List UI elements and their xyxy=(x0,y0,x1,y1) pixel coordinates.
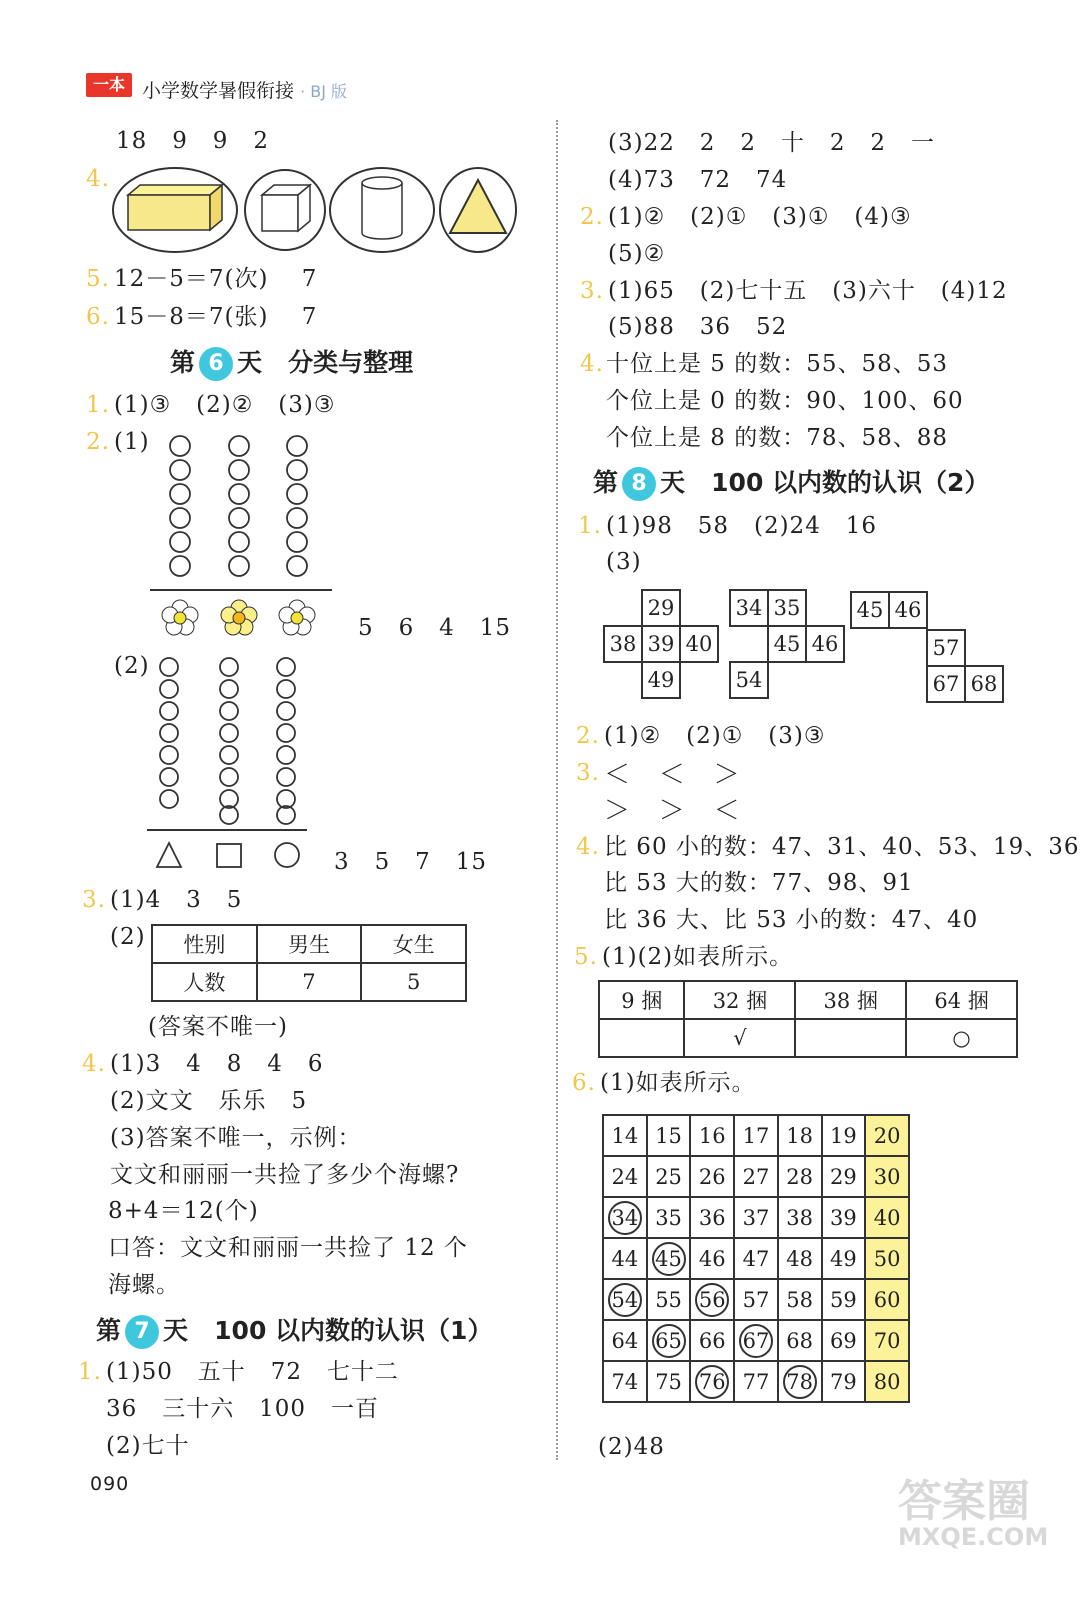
answer-line: 个位上是 0 的数：90、100、60 xyxy=(606,388,964,414)
grid-cell: 48 xyxy=(778,1238,822,1279)
answer-line: (3)答案不唯一，示例： xyxy=(110,1125,362,1151)
question-number: 4. xyxy=(580,351,604,377)
answer-line: (1) xyxy=(114,429,150,455)
answer-line: 个位上是 8 的数：78、58、88 xyxy=(606,425,949,451)
table-cell: 7 xyxy=(257,963,362,1001)
puzzle-cell: 35 xyxy=(767,589,807,627)
bundle-table xyxy=(598,980,1018,1058)
cube-front xyxy=(262,195,298,231)
square-icon xyxy=(217,844,241,867)
question-number: 2. xyxy=(576,723,600,749)
watermark: 答案圈 MXQE.COM xyxy=(898,1476,1049,1551)
answer-line: 15－8＝7(张) 7 xyxy=(114,304,318,330)
section-title-day8: 第 8 天 100 以内数的认识（2） xyxy=(593,463,989,501)
cylinder-top xyxy=(362,177,402,189)
answer-line: (1)③ (2)② (3)③ xyxy=(114,392,336,418)
puzzle-cell: 45 xyxy=(850,591,890,629)
question-number: 3. xyxy=(82,887,106,913)
answer-line: (5)② xyxy=(608,241,666,267)
grid-cell: 69 xyxy=(822,1320,866,1361)
grid-row xyxy=(603,1361,909,1402)
grid-cell: 49 xyxy=(822,1238,866,1279)
grid-cell: 26 xyxy=(690,1156,734,1197)
answer-line: (2)48 xyxy=(598,1434,665,1460)
grid-row xyxy=(603,1156,909,1197)
answer-line: ＞ ＞ ＜ xyxy=(604,796,741,826)
grid-cell: 16 xyxy=(690,1115,734,1156)
puzzle-cell: 46 xyxy=(805,625,845,663)
puzzle-cell: 38 xyxy=(603,625,643,663)
grid-cell: 47 xyxy=(734,1238,778,1279)
answer-line: 比 60 小的数：47、31、40、53、19、36 xyxy=(604,834,1080,860)
answer-note: (答案不唯一) xyxy=(148,1014,288,1040)
circled-number: 56 xyxy=(695,1283,729,1317)
answer-line: 18 9 9 2 xyxy=(116,128,269,154)
question-number: 6. xyxy=(86,304,110,330)
grid-cell xyxy=(778,1361,822,1402)
puzzle-cell: 57 xyxy=(926,629,966,667)
grid-cell xyxy=(734,1320,778,1361)
circled-number: 65 xyxy=(652,1324,686,1358)
brand-logo: 一本 xyxy=(86,73,132,97)
grid-cell: 60 xyxy=(865,1279,909,1320)
answer-line: 36 三十六 100 一百 xyxy=(106,1396,379,1422)
question-number: 2. xyxy=(580,204,604,230)
column-divider xyxy=(556,120,558,1460)
flower-count-chart xyxy=(150,432,340,647)
grid-cell xyxy=(690,1361,734,1402)
triangle-shape xyxy=(450,180,506,233)
grid-cell: 29 xyxy=(822,1156,866,1197)
shapes-figure xyxy=(110,165,520,255)
grid-cell xyxy=(690,1279,734,1320)
flower-icon xyxy=(162,600,198,635)
grid-cell: 46 xyxy=(690,1238,734,1279)
table-header: 性别 xyxy=(152,925,257,963)
answer-line: 5 6 4 15 xyxy=(358,615,511,641)
circled-number: 76 xyxy=(695,1365,729,1399)
puzzle-cell: 39 xyxy=(641,625,681,663)
grid-cell: 36 xyxy=(690,1197,734,1238)
puzzle-cell: 54 xyxy=(729,661,769,699)
question-number: 2. xyxy=(86,429,110,455)
answer-line: (4)73 72 74 xyxy=(608,167,788,193)
question-number: 5. xyxy=(86,266,110,292)
section-title-day6: 第 6 天 分类与整理 xyxy=(170,343,413,381)
grid-cell: 37 xyxy=(734,1197,778,1238)
shape-count-chart xyxy=(145,655,315,880)
grid-cell: 18 xyxy=(778,1115,822,1156)
question-number: 3. xyxy=(576,760,600,786)
answer-line: (1)65 (2)七十五 (3)六十 (4)12 xyxy=(608,278,1008,304)
grid-cell: 66 xyxy=(690,1320,734,1361)
cuboid-front xyxy=(128,195,210,230)
answer-line: 比 53 大的数：77、98、91 xyxy=(604,870,914,896)
answer-line: 3 5 7 15 xyxy=(334,849,487,875)
grid-cell xyxy=(647,1320,691,1361)
grid-cell: 40 xyxy=(865,1197,909,1238)
grid-row xyxy=(603,1238,909,1279)
grid-cell: 77 xyxy=(734,1361,778,1402)
flower-icon xyxy=(279,600,315,635)
puzzle-cell: 40 xyxy=(679,625,719,663)
grid-cell: 74 xyxy=(603,1361,647,1402)
question-number: 6. xyxy=(572,1070,596,1096)
grid-cell xyxy=(603,1279,647,1320)
cuboid-top xyxy=(128,185,222,195)
puzzle-cell: 46 xyxy=(888,591,928,629)
answer-line: (2) xyxy=(110,924,146,950)
circled-number: 45 xyxy=(652,1242,686,1276)
answer-line: (3)22 2 2 十 2 2 一 xyxy=(608,130,935,156)
page-number: 090 xyxy=(90,1473,130,1495)
header-title: 小学数学暑假衔接 · BJ 版 xyxy=(142,80,348,102)
flower-icon xyxy=(221,600,257,635)
table-header: 64 捆 xyxy=(906,981,1017,1019)
answer-line: (1)② (2)① (3)③ xyxy=(604,723,826,749)
answer-line: (1)4 3 5 xyxy=(110,887,243,913)
puzzle-cell: 34 xyxy=(729,589,769,627)
grid-cell: 44 xyxy=(603,1238,647,1279)
table-cell: 5 xyxy=(361,963,466,1001)
puzzle-cell: 67 xyxy=(926,665,966,703)
question-number: 4. xyxy=(86,166,110,192)
grid-cell: 70 xyxy=(865,1320,909,1361)
answer-line: 12－5＝7(次) 7 xyxy=(114,266,318,292)
grid-cell: 64 xyxy=(603,1320,647,1361)
grid-cell: 55 xyxy=(647,1279,691,1320)
grid-cell: 30 xyxy=(865,1156,909,1197)
grid-cell: 25 xyxy=(647,1156,691,1197)
grid-row xyxy=(603,1115,909,1156)
grid-cell: 15 xyxy=(647,1115,691,1156)
grid-cell: 27 xyxy=(734,1156,778,1197)
answer-line: 十位上是 5 的数：55、58、53 xyxy=(606,351,949,377)
circle-stacks xyxy=(170,436,307,576)
puzzle-cell: 68 xyxy=(964,665,1004,703)
answer-line: (1)如表所示。 xyxy=(600,1070,756,1096)
answer-line: (1)② (2)① (3)① (4)③ xyxy=(608,204,912,230)
table-cell xyxy=(599,1019,684,1057)
table-cell: ○ xyxy=(906,1019,1017,1057)
grid-cell: 20 xyxy=(865,1115,909,1156)
answer-line: 8+4＝12(个) xyxy=(108,1198,259,1224)
grid-cell: 19 xyxy=(822,1115,866,1156)
gender-table xyxy=(151,924,467,1002)
answer-line: (1)50 五十 72 七十二 xyxy=(106,1359,399,1385)
grid-cell: 57 xyxy=(734,1279,778,1320)
table-header: 9 捆 xyxy=(599,981,684,1019)
puzzle-cell: 45 xyxy=(767,625,807,663)
table-cell: √ xyxy=(684,1019,795,1057)
circle-stacks xyxy=(160,658,295,824)
table-cell xyxy=(795,1019,906,1057)
answer-line: (2)七十 xyxy=(106,1433,190,1459)
circled-number: 67 xyxy=(739,1324,773,1358)
table-cell: 人数 xyxy=(152,963,257,1001)
cylinder-body xyxy=(362,183,402,239)
grid-cell: 14 xyxy=(603,1115,647,1156)
answer-line: 文文和丽丽一共捡了多少个海螺? xyxy=(110,1162,460,1188)
answer-line: (5)88 36 52 xyxy=(608,314,788,340)
circled-number: 78 xyxy=(783,1365,817,1399)
answer-line: (1)98 58 (2)24 16 xyxy=(606,513,878,539)
answer-line: (1)3 4 8 4 6 xyxy=(110,1051,324,1077)
grid-row xyxy=(603,1320,909,1361)
table-header: 女生 xyxy=(361,925,466,963)
circle-icon xyxy=(275,843,299,867)
grid-cell: 28 xyxy=(778,1156,822,1197)
question-number: 1. xyxy=(86,392,110,418)
grid-cell xyxy=(647,1238,691,1279)
answer-line: 比 36 大、比 53 小的数：47、40 xyxy=(604,907,979,933)
header-subtitle: · BJ 版 xyxy=(300,82,348,101)
grid-cell: 79 xyxy=(822,1361,866,1402)
section-title-day7: 第 7 天 100 以内数的认识（1） xyxy=(96,1311,492,1349)
answer-line: 海螺。 xyxy=(108,1272,180,1298)
question-number: 1. xyxy=(78,1359,102,1385)
answer-line: ＜ ＜ ＞ xyxy=(604,760,741,790)
question-number: 4. xyxy=(576,834,600,860)
grid-row xyxy=(603,1197,909,1238)
grid-cell: 17 xyxy=(734,1115,778,1156)
answer-line: (1)(2)如表所示。 xyxy=(602,944,794,970)
grid-cell: 68 xyxy=(778,1320,822,1361)
grid-row xyxy=(603,1279,909,1320)
grid-cell: 38 xyxy=(778,1197,822,1238)
circled-number: 34 xyxy=(608,1201,642,1235)
grid-cell: 24 xyxy=(603,1156,647,1197)
grid-cell: 58 xyxy=(778,1279,822,1320)
answer-line: (2)文文 乐乐 5 xyxy=(110,1088,308,1114)
question-number: 4. xyxy=(82,1051,106,1077)
hundred-grid xyxy=(602,1114,910,1403)
puzzle-cell: 29 xyxy=(641,589,681,627)
grid-cell xyxy=(603,1197,647,1238)
circled-number: 54 xyxy=(608,1283,642,1317)
grid-cell: 35 xyxy=(647,1197,691,1238)
grid-cell: 59 xyxy=(822,1279,866,1320)
grid-cell: 80 xyxy=(865,1361,909,1402)
question-number: 5. xyxy=(574,944,598,970)
grid-cell: 39 xyxy=(822,1197,866,1238)
grid-cell: 75 xyxy=(647,1361,691,1402)
table-header: 男生 xyxy=(257,925,362,963)
answer-line: (3) xyxy=(606,549,642,575)
question-number: 3. xyxy=(580,278,604,304)
triangle-icon xyxy=(157,843,181,867)
answer-line: 口答：文文和丽丽一共捡了 12 个 xyxy=(108,1235,468,1261)
table-header: 32 捆 xyxy=(684,981,795,1019)
question-number: 1. xyxy=(578,513,602,539)
table-header: 38 捆 xyxy=(795,981,906,1019)
grid-cell: 50 xyxy=(865,1238,909,1279)
puzzle-cell: 49 xyxy=(641,661,681,699)
answer-line: (2) xyxy=(114,653,150,679)
